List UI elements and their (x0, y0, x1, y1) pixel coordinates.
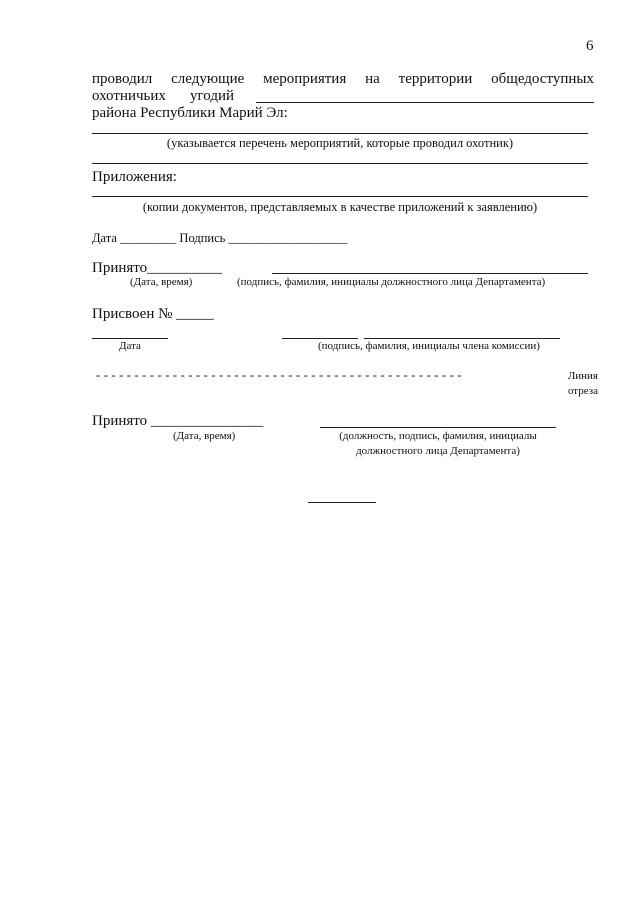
date-signature-line[interactable]: Дата _________ Подпись ___________________ (92, 231, 348, 245)
activities-hint: (указывается перечень мероприятий, которые проводил охотник) (166, 136, 514, 150)
accepted-sign-hint-2-line1: (должность, подпись, фамилия, инициалы (339, 430, 537, 442)
assigned-date-hint: Дата (119, 340, 141, 352)
assigned-date-line[interactable] (92, 338, 168, 339)
accepted-date-hint-1: (Дата, время) (130, 276, 193, 288)
accepted-sign-line-2[interactable] (320, 427, 556, 428)
activities-line-1[interactable] (92, 133, 588, 134)
attachments-label: Приложения: (92, 169, 177, 185)
accepted-sign-hint-2 (320, 430, 556, 458)
cut-line-label-1: Линия (567, 370, 598, 382)
cut-line-label (562, 370, 598, 398)
assigned-sign-line-a[interactable] (282, 338, 358, 339)
intro-word-2: следующие (171, 71, 245, 87)
end-separator (308, 502, 376, 503)
intro-word-1: проводил (92, 71, 153, 87)
intro-word-grounds: угодий (190, 88, 235, 104)
accepted-sign-line-1[interactable] (272, 273, 588, 274)
intro-word-4: на (365, 71, 380, 87)
intro-word-3: мероприятия (263, 71, 347, 87)
activities-line-2[interactable] (92, 163, 588, 164)
accepted-label-1[interactable]: Принято__________ (92, 260, 223, 276)
territory-field-line[interactable] (256, 102, 594, 103)
intro-word-6: общедоступных (491, 71, 594, 87)
intro-line-3: района Республики Марий Эл: (92, 105, 288, 121)
accepted-label-2[interactable]: Принято _______________ (92, 413, 264, 429)
intro-word-5: территории (398, 71, 473, 87)
assigned-sign-hint: (подпись, фамилия, инициалы члена комиссии) (318, 340, 540, 352)
attachments-hint: (копии документов, представляемых в качестве приложений к заявлению) (142, 200, 538, 214)
page-number: 6 (586, 38, 594, 54)
accepted-date-hint-2: (Дата, время) (173, 430, 236, 442)
assigned-number-label[interactable]: Присвоен № _____ (92, 306, 214, 322)
intro-line-2 (92, 87, 252, 105)
assigned-sign-line-b[interactable] (364, 338, 560, 339)
attachments-line[interactable] (92, 196, 588, 197)
cut-line-label-2: отреза (567, 385, 598, 397)
accepted-sign-hint-2-line2: должностного лица Департамента) (356, 445, 520, 457)
intro-word-hunting: охотничьих (92, 88, 166, 104)
cut-line-dashes: - - - - - - - - - - - - - - - - - - - - - - - - - - - - - - - - - - - - - - - - - - - - - - - - (96, 368, 462, 382)
accepted-sign-hint-1: (подпись, фамилия, инициалы должностного лица Департамента) (237, 276, 546, 288)
intro-line-1 (92, 70, 594, 88)
